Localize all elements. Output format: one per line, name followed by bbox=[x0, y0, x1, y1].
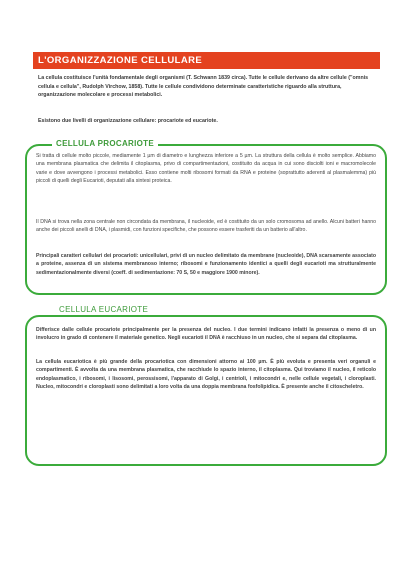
eukaryote-paragraph-structure: La cellula eucariotica è più grande della procariotica con dimensioni attorno ai 100 µm. È più evoluta e presenta veri organuli e compartimenti. È avvolta da una membrana plasmatica, che racchiude lo spazio interno, il citoplasma. Qui troviamo il nucleo, il reticolo endoplasmatico, i ribosomi, i lisosomi, perossisomi, l'apparato di Golgi, i centrioli, i mitocondri e, nelle cellule vegetali, i cloroplasti. Nucleo, mitocondri e cloroplasti sono delimitati a loro volta da una doppia membrana fosfolipidica. È presente anche il citoscheletro. bbox=[36, 359, 376, 390]
prokaryote-paragraph-features: Principali caratteri cellulari dei procarioti: unicellulari, privi di un nucleo delimitato da membrane (nucleoide), DNA scarsamente associato a proteine, assenza di un sistema membranoso interno; ribosomi e funzionamento identici a quelli degli eucarioti ma strutturalmente sedimentazionalmente diversi (coeff. di sedimentazione: 70 S, 50 e maggiore 1900 minore). bbox=[36, 253, 376, 276]
eukaryote-paragraph-nucleus: Differisce dalle cellule procariote principalmente per la presenza del nucleo. I due termini indicano infatti la presenza o meno di un involucro in grado di contenere il materiale genetico. Negli eucarioti il DNA è racchiuso in un nucleo, che si separa dal citoplasma. bbox=[36, 327, 376, 342]
intro-paragraph: La cellula costituisce l'unità fondamentale degli organismi (T. Schwann 1839 circa). Tutte le cellule derivano da altre cellule ("omnis cellula e cellula", Rudolph Virchow, 1858). Tutte le cellule condividono determinate caratteristiche riguardo alla struttura, organizzazione molecolare e processi metabolici. bbox=[38, 75, 369, 98]
page-title: L'ORGANIZZAZIONE CELLULARE bbox=[33, 52, 380, 69]
intro-summary: Esistono due livelli di organizzazione cellulare: procariote ed eucariote. bbox=[38, 118, 218, 124]
prokaryote-paragraph-structure: Si tratta di cellule molto piccole, mediamente 1 µm di diametro e lunghezza inferiore a 5 µm. La struttura della cellula è molto semplice. Abbiamo una membrana plasmatica che delimita il citoplasma, privo di compartimentazioni, costituito da acqua in cui sono disciolti ioni e macromolecole varie e dove avvengono i processi metabolici. Esso contiene molti ribosomi formati da RNA e proteine (soprattutto aderenti al plasmalemma) più piccoli di quelli degli Eucarioti, deputati alla sintesi proteica. bbox=[36, 153, 376, 184]
eukaryote-heading: CELLULA EUCARIOTE bbox=[55, 305, 152, 315]
prokaryote-paragraph-dna: Il DNA si trova nella zona centrale non circondata da membrana, il nucleoide, ed è costituito da un solo cromosoma ad anello. Alcuni batteri hanno anche dei piccoli anelli di DNA, i plasmidi, con funzioni specifiche, che possono essere trasferiti da un batterio all'altro. bbox=[36, 219, 376, 234]
prokaryote-heading: CELLULA PROCARIOTE bbox=[52, 139, 158, 149]
